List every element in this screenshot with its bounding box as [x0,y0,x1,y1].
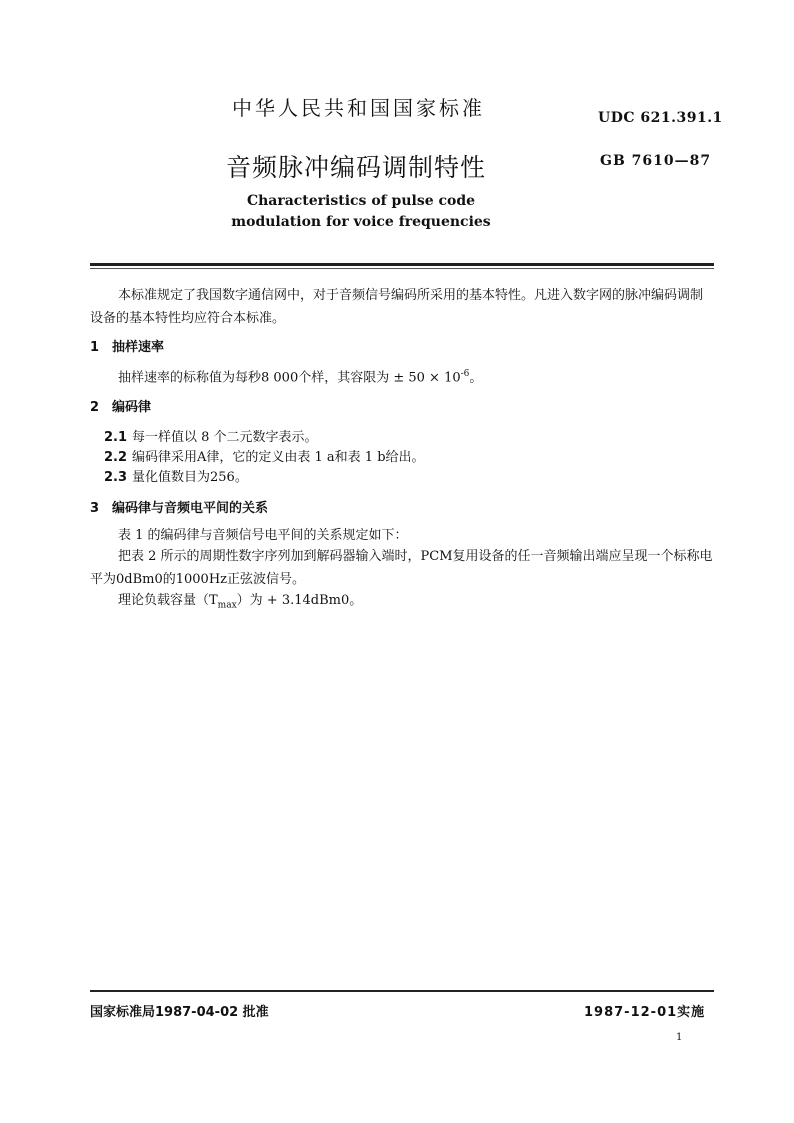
sampling-rate-text: 抽样速率的标称值为每秒8 000个样，其容限为 ± 50 × 10 [118,370,461,386]
title-en-line1: Characteristics of pulse code [246,193,476,209]
section-1-title: 抽样速率 [112,340,165,355]
section-1-text [118,363,482,389]
header-rule-thin [90,268,714,269]
load-capacity-value: ）为 + 3.14dBm0。 [236,593,363,608]
standard-number: GB 7610—87 [600,153,712,169]
clause-2-3 [104,466,248,485]
title-en-line2: modulation for voice frequencies [231,214,491,230]
section-3-paragraph-2: 把表 2 所示的周期性数字序列加到解码器输入端时，PCM复用设备的任一音频输出端应呈现一个标称电平为0dBm0的1000Hz正弦波信号。 [90,549,713,587]
footer-rule [90,990,714,992]
clause-2-1-text: 每一样值以 8 个二元数字表示。 [132,430,318,445]
tolerance-exponent: -6 [460,369,470,379]
section-1-number: 1 [90,340,100,355]
document-title-english [196,191,526,233]
clause-2-2-number: 2.2 [104,450,128,465]
section-3-title: 编码律与音频电平间的关系 [112,501,269,516]
section-3-paragraph-3 [118,589,362,618]
section-1-heading [90,336,164,355]
page-number: 1 [676,1032,683,1043]
section-3-number: 3 [90,501,100,516]
clause-2-1 [104,426,318,445]
section-2-heading [90,396,151,415]
tmax-subscript: max [217,600,237,611]
clause-2-2-text: 编码律采用A律，它的定义由表 1 a和表 1 b给出。 [132,450,425,465]
section-2-number: 2 [90,400,100,415]
section-2-title: 编码律 [112,400,152,415]
approval-date: 国家标准局1987-04-02 批准 [90,1005,269,1020]
clause-2-3-number: 2.3 [104,470,128,485]
header-rule [90,263,714,266]
clause-2-2 [104,446,425,465]
effective-date: 1987-12-01实施 [584,1005,706,1020]
section-3-heading [90,497,268,516]
load-capacity-text: 理论负载容量（T [118,593,218,608]
section-3-paragraph-1: 表 1 的编码律与音频信号电平间的关系规定如下： [118,528,408,543]
sampling-rate-end: 。 [469,370,483,386]
clause-2-3-text: 量化值数目为256。 [132,470,248,485]
country-standard-heading: 中华人民共和国国家标准 [232,96,485,120]
udc-code: UDC 621.391.1 [598,110,723,126]
intro-paragraph: 本标准规定了我国数字通信网中，对于音频信号编码所采用的基本特性。凡进入数字网的脉冲编码调制设备的基本特性均应符合本标准。 [90,288,704,326]
clause-2-1-number: 2.1 [104,430,128,445]
document-title-chinese: 音频脉冲编码调制特性 [226,153,487,182]
